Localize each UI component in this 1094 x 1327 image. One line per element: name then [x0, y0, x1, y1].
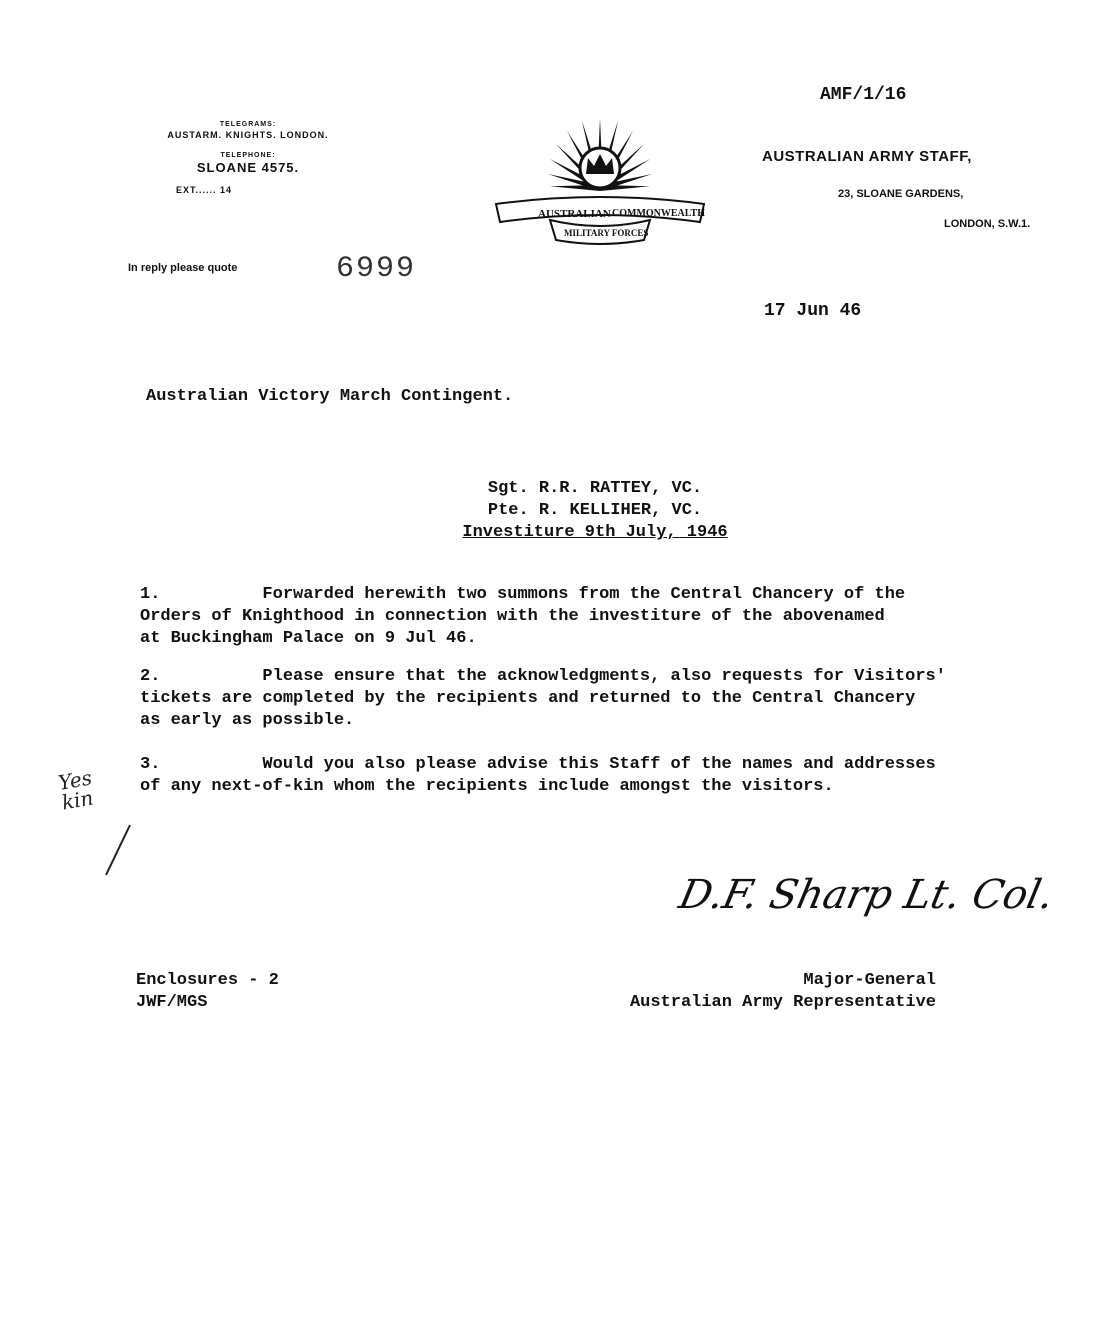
organization-name: AUSTRALIAN ARMY STAFF,: [762, 148, 972, 165]
address-line-1: 23, SLOANE GARDENS,: [838, 188, 964, 200]
telephone-label: TELEPHONE:: [220, 152, 276, 159]
enclosures-line: Enclosures - 2: [136, 971, 279, 990]
margin-note-text: Yes kin: [56, 765, 96, 815]
emblem-text-right: COMMONWEALTH: [612, 208, 705, 219]
paragraph-3: 3. Would you also please advise this Staff of the names and addresses of any next-of-kin whom the recipients include amongst the visitors.: [140, 755, 936, 796]
rising-sun-emblem: [492, 108, 708, 253]
reply-number: 6999: [336, 252, 417, 286]
emblem-text-left: AUSTRALIAN: [538, 208, 611, 220]
subject-line-2: Pte. R. KELLIHER, VC.: [487, 501, 703, 520]
enclosures: [136, 970, 279, 1014]
letter-date: 17 Jun 46: [764, 301, 862, 321]
address-line-2: LONDON, S.W.1.: [944, 218, 1031, 230]
emblem-text-bottom: MILITARY FORCES: [564, 228, 649, 238]
paragraph-2: 2. Please ensure that the acknowledgments, also requests for Visitors' tickets are completed by the recipients and returned to the Central Chancery as early as possible.: [140, 667, 946, 730]
signatory-title: [596, 970, 936, 1014]
subject-line-1: Sgt. R.R. RATTEY, VC.: [487, 479, 703, 498]
telegrams-value: AUSTARM. KNIGHTS. LONDON.: [167, 130, 329, 140]
reply-quote: In reply please quote: [128, 262, 238, 274]
addressee: Australian Victory March Contingent.: [146, 387, 514, 406]
title-line-1: Major-General: [803, 971, 936, 990]
subject-block: [430, 478, 760, 544]
subject-line-3: Investiture 9th July, 1946: [462, 523, 728, 542]
margin-note: [56, 765, 96, 815]
signature-text: D.F. Sharp Lt. Col.: [675, 872, 1058, 918]
letterhead-contact: [128, 120, 368, 196]
extension: EXT...... 14: [176, 185, 233, 195]
telephone-value: SLOANE 4575.: [196, 160, 300, 175]
title-line-2: Australian Army Representative: [629, 993, 936, 1012]
reference-number: AMF/1/16: [820, 85, 907, 105]
telegrams-label: TELEGRAMS:: [219, 121, 277, 128]
paragraph-1: 1. Forwarded herewith two summons from the Central Chancery of the Orders of Knighthood in connection with the investiture of the abovenamed at Buckingham Palace on 9 Jul 46.: [140, 585, 906, 648]
signature: [675, 872, 1058, 918]
initials: JWF/MGS: [136, 993, 208, 1012]
